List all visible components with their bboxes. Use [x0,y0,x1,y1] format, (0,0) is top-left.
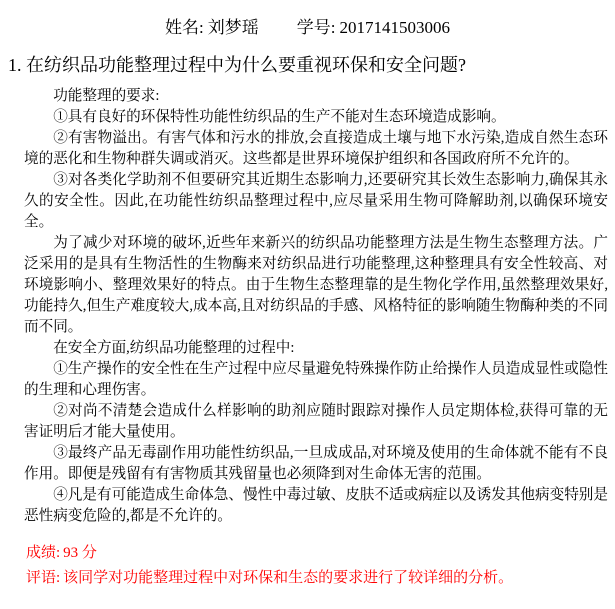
answer-paragraph: 为了减少对环境的破坏,近些年来新兴的纺织品功能整理方法是生物生态整理方法。广泛采用的是具有生物活性的生物酶来对纺织品进行功能整理,这种整理具有安全性较高、对环境影响小、整理效果好的特点。由于生物生态整理靠的是生物化学作用,虽然整理效果好,功能持久,但生产难度较大,成本高,且对纺织品的手感、风格特征的影响随生物酶种类的不同而不同。 [24,235,608,335]
answer-paragraph: ③最终产品无毒副作用功能性纺织品,一旦成成品,对环境及使用的生命体就不能有不良作用。即便是残留有有害物质其残留量也必须降到对生命体无害的范围。 [24,445,608,482]
student-id-label: 学号: [296,18,336,37]
score-label: 成绩: [26,545,61,561]
student-info-header [0,0,615,38]
student-id-value: 2017141503006 [339,18,450,37]
grading-section [26,541,513,590]
answer-paragraph: ②对尚不清楚会造成什么样影响的助剂应随时跟踪对操作人员定期体检,获得可靠的无害证明后才能大量使用。 [24,403,608,440]
score-value: 93 分 [63,545,97,561]
name-label: 姓名: [165,18,204,37]
question-title: 1. 在纺织品功能整理过程中为什么要重视环保和安全问题? [8,55,466,75]
answer-paragraph: 功能整理的要求: [53,88,160,104]
answer-paragraph: 在安全方面,纺织品功能整理的过程中: [53,340,295,356]
score-line [26,541,513,566]
answer-body [0,86,615,527]
answer-paragraph: ②有害物溢出。有害气体和污水的排放,会直接造成土壤与地下水污染,造成自然生态环境的恶化和生物种群失调或消灭。这些都是世界环境保护组织和各国政府所不允许的。 [24,130,608,167]
answer-paragraph: ①生产操作的安全性在生产过程中应尽量避免特殊操作防止给操作人员造成显性或隐性的生理和心理伤害。 [24,361,608,398]
comment-line [26,566,513,591]
comment-text: 该同学对功能整理过程中对环保和生态的要求进行了较详细的分析。 [63,569,514,586]
answer-paragraph: ④凡是有可能造成生命体急、慢性中毒过敏、皮肤不适或病症以及诱发其他病变特别是恶性病变危险的,都是不允许的。 [24,487,608,524]
answer-paragraph: ①具有良好的环保特性功能性纺织品的生产不能对生态环境造成影响。 [53,109,506,125]
answer-paragraph: ③对各类化学助剂不但要研究其近期生态影响力,还要研究其长效生态影响力,确保其永久的安全性。因此,在功能性纺织品整理过程中,应尽量采用生物可降解助剂,以确保环境安全。 [24,172,608,230]
comment-label: 评语: [26,569,61,586]
name-value: 刘梦瑶 [207,18,259,37]
